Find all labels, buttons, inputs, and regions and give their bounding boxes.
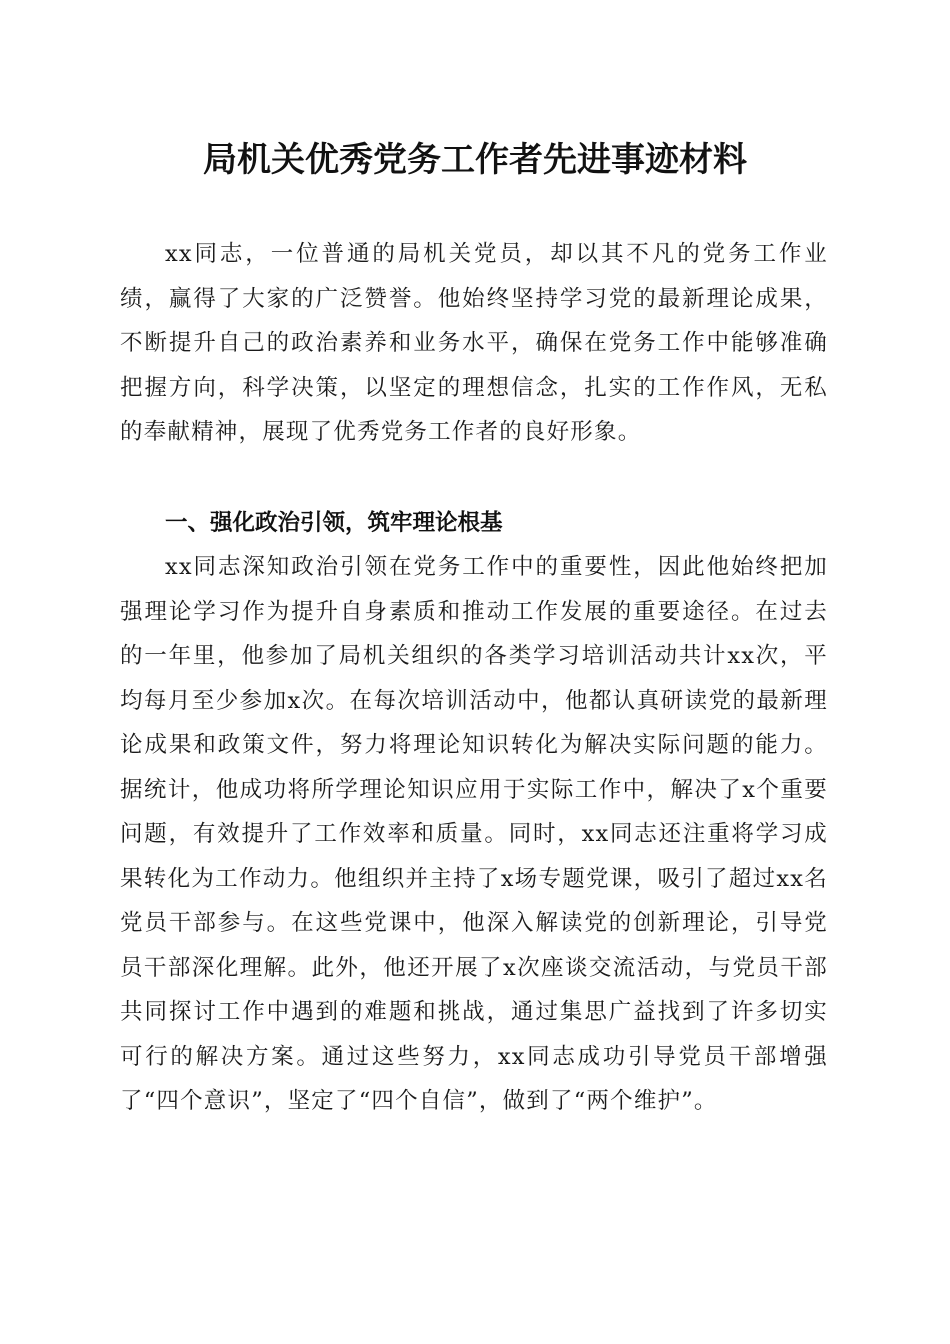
document-title: 局机关优秀党务工作者先进事迹材料 [203,140,747,180]
section-heading-1: 一、强化政治引领，筑牢理论根基 [165,510,503,536]
paragraph-section-1: xx同志深知政治引领在党务工作中的重要性，因此他始终把加强理论学习作为提升自身素质和推动工作发展的重要途径。在过去的一年里，他参加了局机关组织的各类学习培训活动共计xx次，平均每月至少参加x次。在每次培训活动中，他都认真研读党的最新理论成果和政策文件，努力将理论知识转化为解决实际问题的能力。据统计，他成功将所学理论知识应用于实际工作中，解决了x个重要问题，有效提升了工作效率和质量。同时，xx同志还注重将学习成果转化为工作动力。他组织并主持了x场专题党课，吸引了超过xx名党员干部参与。在这些党课中，他深入解读党的创新理论，引导党员干部深化理解。此外，他还开展了x次座谈交流活动，与党员干部共同探讨工作中遇到的难题和挑战，通过集思广益找到了许多切实可行的解决方案。通过这些努力，xx同志成功引导党员干部增强了“四个意识”，坚定了“四个自信”，做到了“两个维护”。 [120,554,828,1114]
paragraph-intro: xx同志，一位普通的局机关党员，却以其不凡的党务工作业绩，赢得了大家的广泛赞誉。他始终坚持学习党的最新理论成果，不断提升自己的政治素养和业务水平，确保在党务工作中能够准确把握方向，科学决策，以坚定的理想信念，扎实的工作作风，无私的奉献精神，展现了优秀党务工作者的良好形象。 [120,241,828,445]
